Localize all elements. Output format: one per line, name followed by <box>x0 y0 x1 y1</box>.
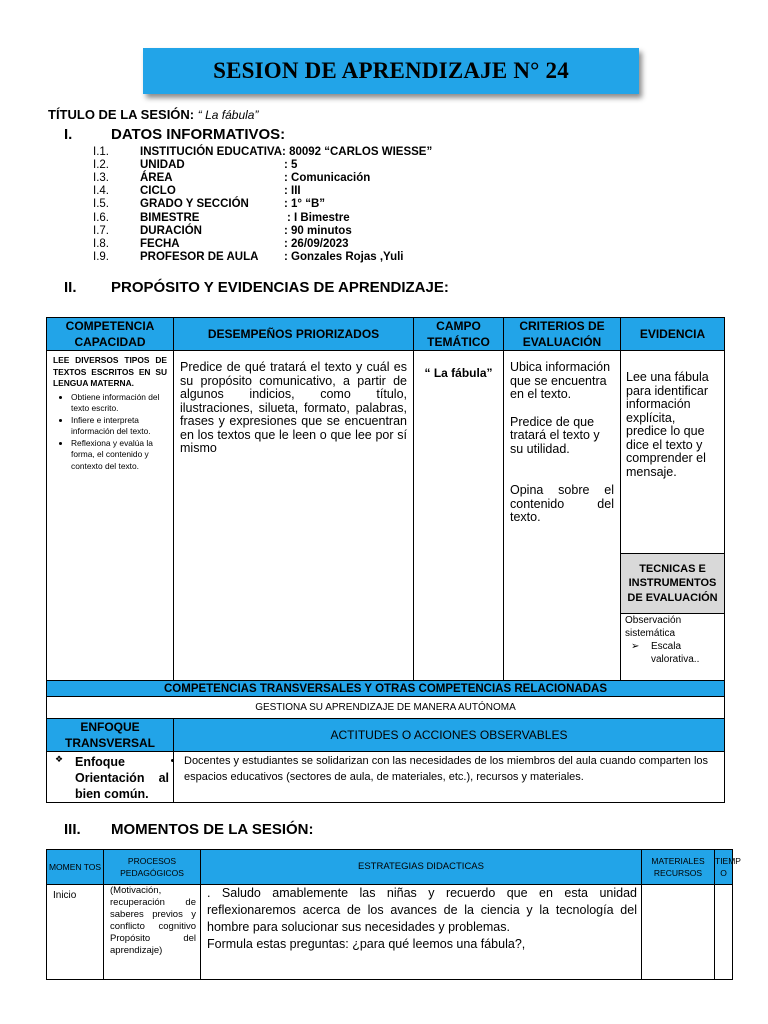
procesos-value: (Motivación, recuperación de saberes previos y conflicto cognitivo Propósito del aprendizaje) <box>110 885 196 956</box>
section-3-title: MOMENTOS DE LA SESIÓN: <box>111 821 314 838</box>
info-row-num: I.8. <box>93 238 109 250</box>
tiempo-cell <box>715 885 733 980</box>
criterios-header: CRITERIOS DE EVALUACIÓN <box>504 318 621 351</box>
info-row-num: I.4. <box>93 185 109 197</box>
tecnicas-header-cell <box>621 554 725 614</box>
competencia-header: COMPETENCIA CAPACIDAD <box>47 318 174 351</box>
info-row-label: GRADO Y SECCIÓN <box>140 198 249 210</box>
competencia-cell <box>47 351 174 681</box>
capacidad-item: • Obtiene información del texto escrito. <box>71 392 167 415</box>
momento-cell <box>47 885 104 980</box>
enfoque-header: ENFOQUE TRANSVERSAL <box>47 719 174 752</box>
campo-header: CAMPO TEMÁTICO <box>414 318 504 351</box>
estrategia-text-1: . Saludo amablemente las niñas y recuerdo que en esta unidad reflexionaremos acerca de los avances de la ciencia y la tecnología del hombre para solucionar sus necesidades y problemas. <box>207 886 637 934</box>
criterio-3: Opina sobre el contenido del texto. <box>510 483 614 524</box>
info-row-label: INSTITUCIÓN EDUCATIVA: 80092 “CARLOS WIESSE” <box>140 146 433 158</box>
momentos-header: MOMEN TOS <box>47 850 104 885</box>
estrategias-header: ESTRATEGIAS DIDACTICAS <box>201 850 642 885</box>
section-1-number: I. <box>64 126 73 143</box>
section-2-heading <box>64 279 449 296</box>
info-row-value: : Gonzales Rojas ,Yuli <box>284 251 404 263</box>
enfoque-item <box>47 752 173 802</box>
info-row-num: I.2. <box>93 159 109 171</box>
info-row-value: : I Bimestre <box>287 212 350 224</box>
capacidad-item: • Infiere e interpreta información del texto. <box>71 415 167 438</box>
actitudes-list <box>174 752 724 785</box>
info-row-num: I.3. <box>93 172 109 184</box>
estrategias-cell <box>201 885 642 980</box>
tecnicas-text: Observación sistemática <box>625 615 682 639</box>
criterio-1: Ubica información que se encuentra en el texto. <box>510 360 611 401</box>
info-row-num: I.9. <box>93 251 109 263</box>
procesos-header: PROCESOS PEDAGÓGICOS <box>104 850 201 885</box>
info-row-value: : 90 minutos <box>284 225 352 237</box>
info-row-num: I.6. <box>93 212 109 224</box>
session-banner <box>143 48 639 94</box>
section-2-title: PROPÓSITO Y EVIDENCIAS DE APRENDIZAJE: <box>111 279 449 296</box>
info-row-label: PROFESOR DE AULA <box>140 251 259 263</box>
info-row-label: UNIDAD <box>140 159 185 171</box>
section-3-heading <box>64 821 314 838</box>
estrategia-text-2: Formula estas preguntas: ¿para qué leemos una fábula?, <box>207 937 526 951</box>
materiales-header: MATERIALES RECURSOS <box>642 850 715 885</box>
section-3-number: III. <box>64 821 81 838</box>
actitudes-cell <box>174 752 725 803</box>
actitud-item: • Docentes y estudiantes se solidarizan con las necesidades de los miembros del aula cuando comparten los espacios educativos (sectores de aula, de materiales, etc.), recursos y materiales. <box>184 753 724 785</box>
campo-cell <box>414 351 504 681</box>
section-2-number: II. <box>64 279 77 296</box>
procesos-cell <box>104 885 201 980</box>
tiempo-header: TIEMP O <box>715 850 733 885</box>
section-1-heading <box>64 126 285 143</box>
section-1-title: DATOS INFORMATIVOS: <box>111 126 286 143</box>
momento-value: Inicio <box>53 890 77 901</box>
criterios-cell <box>504 351 621 681</box>
info-row-value: : 1° “B” <box>284 198 326 210</box>
session-title-label: TÍTULO DE LA SESIÓN: <box>48 107 195 122</box>
desempenos-header: DESEMPEÑOS PRIORIZADOS <box>174 318 414 351</box>
criterio-2: Predice de que tratará el texto y su utilidad. <box>510 414 600 456</box>
evidencia-header: EVIDENCIA <box>621 318 725 351</box>
tecnicas-item-text: Escala valorativa.. <box>651 641 700 665</box>
info-row-value: : 5 <box>284 159 298 171</box>
info-row-num: I.1. <box>93 146 109 158</box>
info-row-label: CICLO <box>140 185 176 197</box>
actitudes-header: ACTITUDES O ACCIONES OBSERVABLES <box>174 719 725 752</box>
capacidad-item: • Reflexiona y evalúa la forma, el contenido y contexto del texto. <box>71 438 167 473</box>
session-title <box>48 107 258 122</box>
info-row-value: : III <box>284 185 301 197</box>
evidencia-text: Lee una fábula para identificar información explícita, predice lo que dice el texto y comprender el mensaje. <box>626 370 709 479</box>
info-row-value: : Comunicación <box>284 172 371 184</box>
session-banner-title: SESION DE APRENDIZAJE N° 24 <box>213 58 569 83</box>
info-row-label: DURACIÓN <box>140 225 202 237</box>
enfoque-cell <box>47 752 174 803</box>
capacidades-list <box>47 392 173 473</box>
desempeno-text: Predice de qué tratará el texto y cuál es su propósito comunicativo, a partir de algunos indicios, como título, ilustraciones, silueta, formato, palabras, frases y expresiones que se encuentran en los textos que le leen o que lee por sí mismo <box>180 360 407 455</box>
tecnicas-cell <box>621 614 725 681</box>
campo-text: “ La fábula” <box>424 366 493 380</box>
tecnicas-header: TECNICAS E INSTRUMENTOS DE EVALUACIÓN <box>627 562 718 604</box>
diamond-bullet-icon: ❖ <box>55 754 64 764</box>
desempeno-cell <box>174 351 414 681</box>
enfoque-value: Enfoque Orientación al bien común. <box>75 755 169 801</box>
info-row-value: : 26/09/2023 <box>284 238 349 250</box>
session-title-value: “ La fábula” <box>197 108 259 122</box>
evidencia-cell <box>621 351 725 554</box>
info-row-label: ÁREA <box>140 172 173 184</box>
moments-table <box>46 849 741 980</box>
info-row-num: I.5. <box>93 198 109 210</box>
arrow-bullet-icon: ➢ <box>631 641 640 652</box>
info-row-num: I.7. <box>93 225 109 237</box>
tecnicas-item <box>621 640 724 666</box>
transversal-text: GESTIONA SU APRENDIZAJE DE MANERA AUTÓNOMA <box>47 697 725 719</box>
purpose-table <box>46 317 725 803</box>
transversal-header: COMPETENCIAS TRANSVERSALES Y OTRAS COMPETENCIAS RELACIONADAS <box>47 681 725 697</box>
competencia-text: LEE DIVERSOS TIPOS DE TEXTOS ESCRITOS EN SU LENGUA MATERNA. <box>53 355 167 388</box>
info-row-label: BIMESTRE <box>140 212 200 224</box>
info-row-label: FECHA <box>140 238 180 250</box>
materiales-cell <box>642 885 715 980</box>
